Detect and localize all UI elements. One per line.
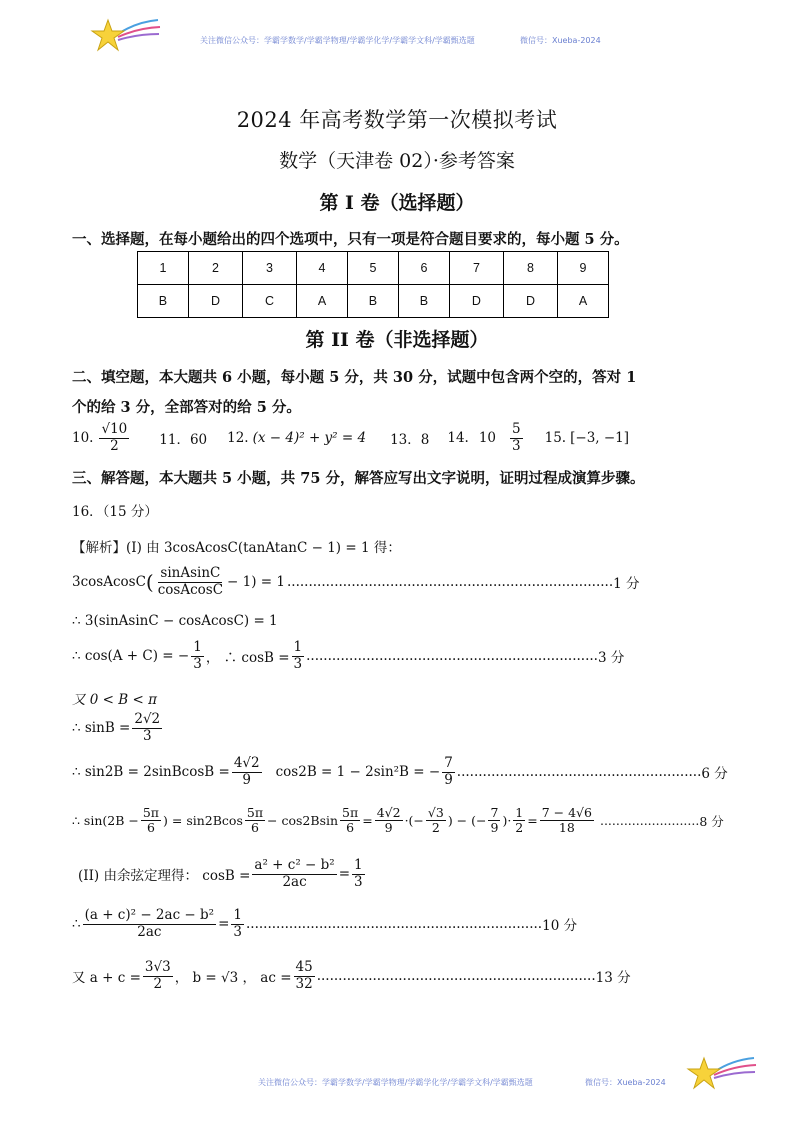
solve-instruction: 三、解答题，本大题共 5 小题，共 75 分，解答应写出文字说明，证明过程成演算步骤。 (72, 470, 645, 487)
q16-l6-num: 2√2 (134, 711, 161, 727)
page-title: 2024 年高考数学第一次模拟考试 (236, 108, 558, 132)
q16-l7-fraction-1 (232, 756, 262, 788)
q16-l9-b: = (338, 866, 351, 883)
q16-l10-score: 10 分 (542, 918, 578, 935)
q16-l9-fraction-2 (352, 858, 365, 890)
q16-l8-f: ) − (− (447, 813, 487, 829)
q16-line-3: ∴ 3(sinAsinC − cosAcosC) = 1 (72, 613, 278, 629)
q16-l2-score: 1 分 (613, 576, 640, 593)
q16-l9-fraction (252, 858, 336, 890)
q16-l8-frac-f-den: 9 (490, 820, 499, 836)
q11-answer: 11．60 (159, 432, 208, 449)
part2-heading: 第 II 卷（非选择题） (305, 329, 489, 351)
header-note: 关注微信公众号：学霸学数学/学霸学物理/学霸学化学/学霸学文科/学霸甄选题 (200, 36, 475, 45)
fill-answers (72, 422, 629, 454)
q14-label: 14. (447, 430, 469, 447)
q16-l8-h: = (527, 813, 538, 829)
q16-l10-num2: 1 (233, 907, 242, 923)
table-cell: A (297, 285, 348, 318)
q16-l7-num: 4√2 (233, 755, 260, 771)
table-cell: B (138, 285, 189, 318)
q16-l10-den2: 3 (233, 923, 242, 940)
table-cell: 9 (558, 252, 609, 285)
table-cell: 8 (503, 252, 557, 285)
q16-line-2: 3cosAcosC ( $\frac{\text{sinAsinC}}{\text{cosAcosC}}$ − 1) = 1 ............................................................................ 1 分 (72, 565, 640, 598)
q16-line-1: 【解析】(I) 由 3cosAcosC(tanAtanC − 1) = 1 得： (72, 540, 401, 556)
q16-l8-b: ) = sin2Bcos (163, 813, 243, 829)
q10-label: 10. (72, 430, 94, 447)
q16-l9-num2: 1 (354, 857, 363, 873)
q16-l8-frac-g-den: 2 (515, 820, 524, 836)
table-cell: D (449, 285, 503, 318)
q16-l8-frac-c (340, 806, 360, 836)
q16-l7-den2: 9 (444, 771, 453, 788)
table-cell: B (398, 285, 449, 318)
q16-l6-den: 3 (142, 727, 152, 744)
table-cell: D (503, 285, 557, 318)
q16-l8-g: )· (502, 813, 512, 829)
q16-l11-num2: 45 (295, 959, 313, 975)
q16-line-10: ∴ $\frac{\text{(a + c)² − 2ac − b²}}{2ac}$ = $\frac{1}{3}$ ..................................................................... 10 分 (72, 907, 578, 940)
q16-l8-frac-d-den: 9 (384, 820, 393, 836)
q16-l10-num: (a + c)² − 2ac − b² (84, 907, 215, 923)
q10-fraction (99, 422, 129, 454)
q16-l11-fraction-2 (294, 960, 315, 992)
q10-den: 2 (110, 437, 119, 454)
q16-l10-b: = (218, 916, 230, 933)
q16-l9-num: a² + c² − b² (254, 857, 335, 873)
table-cell: C (243, 285, 297, 318)
q16-l11-den2: 32 (295, 975, 313, 992)
table-cell: 7 (449, 252, 503, 285)
q10-num: √10 (101, 421, 128, 437)
answer-table-numbers-row (138, 252, 609, 285)
q16-l8-score: 8 分 (699, 813, 724, 829)
header-wechat: 微信号：Xueba-2024 (520, 36, 601, 45)
q16-l11-fraction (143, 960, 173, 992)
answer-table (137, 251, 609, 318)
q16-l8-frac-d (375, 806, 403, 836)
q16-l8-c: − cos2Bsin (267, 813, 339, 829)
table-cell: 6 (398, 252, 449, 285)
q16-l8-frac-a-den: 6 (146, 820, 155, 836)
q16-label: 16．（15 分） (72, 504, 158, 520)
q16-l8-frac-a-num: 5π (142, 805, 160, 820)
q15-expr: [−3, −1] (570, 430, 630, 447)
q16-l8-frac-c-num: 5π (342, 805, 359, 820)
table-cell: 5 (348, 252, 399, 285)
q16-l8-frac-e (426, 806, 446, 836)
q16-l4-a: ∴ cos(A + C) = − (72, 648, 190, 665)
footer-note: 关注微信公众号：学霸学数学/学霸学物理/学霸学化学/学霸学文科/学霸甄选题 (258, 1078, 533, 1087)
table-cell: 3 (243, 252, 297, 285)
footer-wechat: 微信号：Xueba-2024 (585, 1078, 666, 1087)
q16-l8-frac-e-num: √3 (427, 805, 444, 820)
q16-l8-frac-d-num: 4√2 (376, 805, 401, 820)
q16-l11-den: 2 (153, 975, 163, 992)
q16-l8-e: ·(− (404, 813, 424, 829)
q16-line-6 (72, 712, 164, 744)
q16-l10-fraction-2 (231, 908, 244, 940)
q16-l8-res-den: 18 (558, 820, 575, 836)
q16-l9-den2: 3 (354, 873, 363, 890)
q16-l8-frac-res (540, 806, 594, 836)
q16-l11-b: ， b = √3 ， ac = (174, 970, 292, 987)
table-cell: B (348, 285, 399, 318)
q16-l8-a: ∴ sin(2B − (72, 813, 139, 829)
q16-l11-num: 3√3 (144, 959, 171, 975)
q16-l2-fraction (156, 566, 225, 598)
q16-l9-den: 2ac (282, 873, 307, 890)
q14-num: 5 (512, 421, 521, 437)
q16-l9-a: (II) 由余弦定理得： cosB = (78, 868, 251, 885)
q12-label: 12. (227, 430, 249, 447)
q16-l4-b: ， ∴ cosB = (205, 650, 290, 667)
q16-l2-den: cosAcosC (157, 581, 224, 598)
q16-l4-fraction-2 (292, 640, 305, 672)
q16-l7-score: 6 分 (701, 766, 728, 783)
q16-l8-frac-c-den: 6 (346, 820, 355, 836)
q16-l7-b: cos2B = 1 − 2sin²B = − (275, 764, 441, 781)
q16-line-9 (78, 858, 367, 890)
q16-l8-d: = (362, 813, 373, 829)
q16-l4-den-2: 3 (293, 655, 303, 672)
q16-l2-prefix: 3cosAcosC (72, 574, 146, 591)
table-cell: 2 (188, 252, 242, 285)
q16-l4-score: 3 分 (597, 650, 625, 667)
q16-l6-a: ∴ sinB = (72, 720, 131, 737)
q16-l7-den: 9 (242, 771, 252, 788)
q16-line-4: ∴ cos(A + C) = − $\frac{1}{3}$ ， ∴ cosB = $\frac{1}{3}$ .................................................................... 3 分 (72, 639, 625, 672)
q16-l4-num-2: 1 (293, 639, 303, 655)
star-logo-footer-icon (684, 1052, 758, 1096)
part1-heading: 第 I 卷（选择题） (319, 192, 475, 214)
q16-l8-frac-f (488, 806, 500, 836)
table-cell: 1 (138, 252, 189, 285)
q13-answer: 13．8 (390, 432, 430, 449)
q16-l8-res-num: 7 − 4√6 (541, 805, 592, 820)
q16-l2-num: sinAsinC (160, 565, 221, 581)
q16-l4-den-1: 3 (193, 655, 202, 672)
q16-line-7: ∴ sin2B = 2sinBcosB = $\frac{4√2}{9}$ cos2B = 1 − 2sin²B = − $\frac{7}{9}$ ......................................................... 6 分 (72, 755, 728, 788)
q16-line-11: 又 a + c = $\frac{3√3}{2}$ ， b = √3 ， ac = $\frac{45}{32}$ ................................................................. 13 分 (72, 959, 631, 992)
table-cell: D (188, 285, 242, 318)
q16-l10-den: 2ac (137, 923, 162, 940)
q16-l2-suffix: − 1) = 1 (227, 574, 285, 591)
table-cell: A (558, 285, 609, 318)
q16-l7-fraction-2 (442, 756, 455, 788)
fill-instruction-1: 二、填空题，本大题共 6 小题，每小题 5 分，共 30 分，试题中包含两个空的，答对 1 (72, 369, 637, 386)
q16-l4-num-1: 1 (193, 639, 202, 655)
q16-l8-frac-b-num: 5π (246, 805, 264, 820)
q15-label: 15. (544, 430, 567, 447)
q14-a: 10 (478, 430, 497, 447)
page-subtitle: 数学（天津卷 02）·参考答案 (279, 150, 515, 172)
q16-l6-fraction (132, 712, 162, 744)
q16-l10-fraction (83, 908, 217, 940)
fill-instruction-2: 个的给 3 分，全部答对的给 5 分。 (72, 399, 301, 416)
star-logo-icon (88, 14, 162, 58)
q16-l8-frac-g-num: 1 (515, 805, 524, 820)
q16-l8-frac-f-num: 7 (490, 805, 499, 820)
q16-l8-frac-b (245, 806, 265, 836)
q16-l4-fraction-1 (191, 640, 204, 672)
q16-l10-a: ∴ (72, 916, 81, 933)
q16-l8-frac-a (141, 806, 161, 836)
q16-l8-frac-b-den: 6 (250, 820, 259, 836)
q16-l11-score: 13 分 (595, 970, 631, 987)
q16-l8-frac-g (513, 806, 525, 836)
q16-l7-a: ∴ sin2B = 2sinBcosB = (72, 764, 230, 781)
q16-l11-a: 又 a + c = (72, 970, 141, 987)
table-cell: 4 (297, 252, 348, 285)
q16-line-8: ∴ sin(2B − $\frac{5\pi}{6}$ ) = sin2Bcos $\frac{5\pi}{6}$ − cos2Bsin $\frac{5\pi}{6}$ = $\frac{4√2}{9}$ ·(− $\frac{√3}{2}$ ) − (− $\frac{7}{9}$ )· $\frac{1}{2}$ = $\frac{7 - 4√6}{18}$ ......................... 8 分 (72, 805, 724, 836)
q16-l8-frac-e-den: 2 (431, 820, 440, 836)
part1-instruction: 一、选择题，在每小题给出的四个选项中，只有一项是符合题目要求的，每小题 5 分。 (72, 231, 629, 248)
q12-expr: (x − 4)² + y² = 4 (252, 430, 367, 447)
q14-fraction (510, 422, 523, 454)
q16-line-5: 又 0 < B < π (72, 692, 157, 708)
q16-l7-num2: 7 (444, 755, 453, 771)
answer-table-answers-row (138, 285, 609, 318)
q14-den: 3 (512, 437, 521, 454)
